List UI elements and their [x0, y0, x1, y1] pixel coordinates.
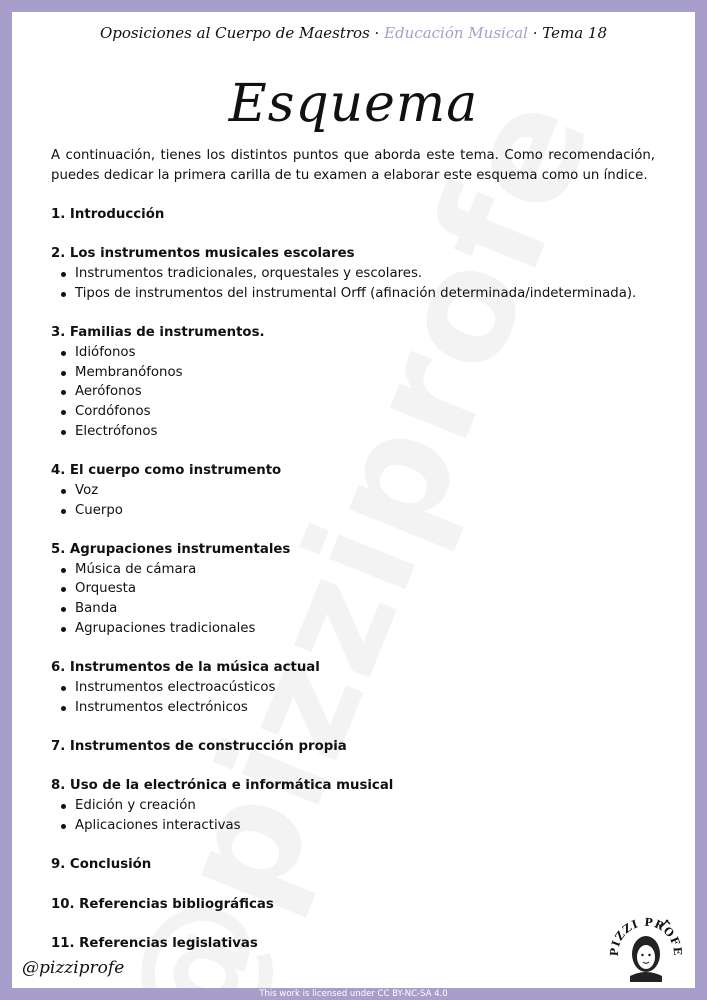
section-title: 2. Los instrumentos musicales escolares — [51, 246, 355, 262]
bullet-item: Agrupaciones tradicionales — [59, 619, 655, 639]
page-title: Esquema — [228, 74, 479, 134]
bullet-item: Electrófonos — [59, 422, 655, 442]
section-title: 10. Referencias bibliográficas — [51, 896, 274, 912]
logo-text: PIZZI PROFE — [608, 915, 684, 957]
outline-section — [51, 461, 655, 520]
bullet-item: Tipos de instrumentos del instrumental Orff (afinación determinada/indeterminada). — [59, 284, 655, 304]
section-bullet-list — [51, 678, 655, 717]
section-title: 11. Referencias legislativas — [51, 935, 258, 951]
outline-section — [51, 855, 655, 875]
outline-section — [51, 895, 655, 915]
bullet-item: Cuerpo — [59, 501, 655, 521]
outline-section — [51, 540, 655, 639]
outline-section — [51, 244, 655, 303]
outline-sections — [51, 205, 655, 954]
outline-section — [51, 205, 655, 225]
bullet-item: Aplicaciones interactivas — [59, 816, 655, 836]
bullet-item: Banda — [59, 599, 655, 619]
section-title: 1. Introducción — [51, 207, 165, 223]
section-title: 3. Familias de instrumentos. — [51, 325, 265, 341]
outline-section — [51, 934, 655, 954]
bullet-item: Idiófonos — [59, 343, 655, 363]
bullet-item: Música de cámara — [59, 560, 655, 580]
section-title: 8. Uso de la electrónica e informática musical — [51, 778, 394, 794]
bullet-item: Cordófonos — [59, 402, 655, 422]
document-page — [12, 12, 695, 988]
section-title: 6. Instrumentos de la música actual — [51, 660, 320, 676]
section-title: 4. El cuerpo como instrumento — [51, 463, 282, 479]
outline-section — [51, 776, 655, 835]
header-suffix: · Tema 18 — [527, 24, 608, 42]
bullet-item: Instrumentos tradicionales, orquestales y escolares. — [59, 264, 655, 284]
bullet-item: Edición y creación — [59, 796, 655, 816]
bullet-item: Membranófonos — [59, 363, 655, 383]
section-bullet-list — [51, 796, 655, 835]
outline-section — [51, 737, 655, 757]
bullet-item: Voz — [59, 481, 655, 501]
bullet-item: Instrumentos electroacústicos — [59, 678, 655, 698]
section-bullet-list — [51, 264, 655, 303]
pizziprofe-logo — [608, 910, 684, 986]
author-handle: @pizziprofe — [22, 958, 125, 978]
intro-paragraph: A continuación, tienes los distintos puntos que aborda este tema. Como recomendación, puedes dedicar la primera carilla de tu examen a elaborar este esquema como un índice. — [51, 148, 655, 183]
header-subject: Educación Musical — [384, 24, 528, 42]
outline-section — [51, 323, 655, 441]
section-bullet-list — [51, 481, 655, 520]
outline-section — [51, 658, 655, 717]
section-bullet-list — [51, 343, 655, 442]
license-notice: This work is licensed under CC BY-NC-SA 4.0 — [259, 989, 448, 999]
section-title: 9. Conclusión — [51, 857, 152, 873]
bullet-item: Orquesta — [59, 579, 655, 599]
section-title: 5. Agrupaciones instrumentales — [51, 541, 291, 557]
page-header — [12, 24, 695, 42]
section-bullet-list — [51, 560, 655, 639]
bullet-item: Instrumentos electrónicos — [59, 698, 655, 718]
outline-content — [51, 146, 655, 954]
bullet-item: Aerófonos — [59, 382, 655, 402]
section-title: 7. Instrumentos de construcción propia — [51, 738, 347, 754]
header-prefix: Oposiciones al Cuerpo de Maestros · — [99, 24, 385, 42]
